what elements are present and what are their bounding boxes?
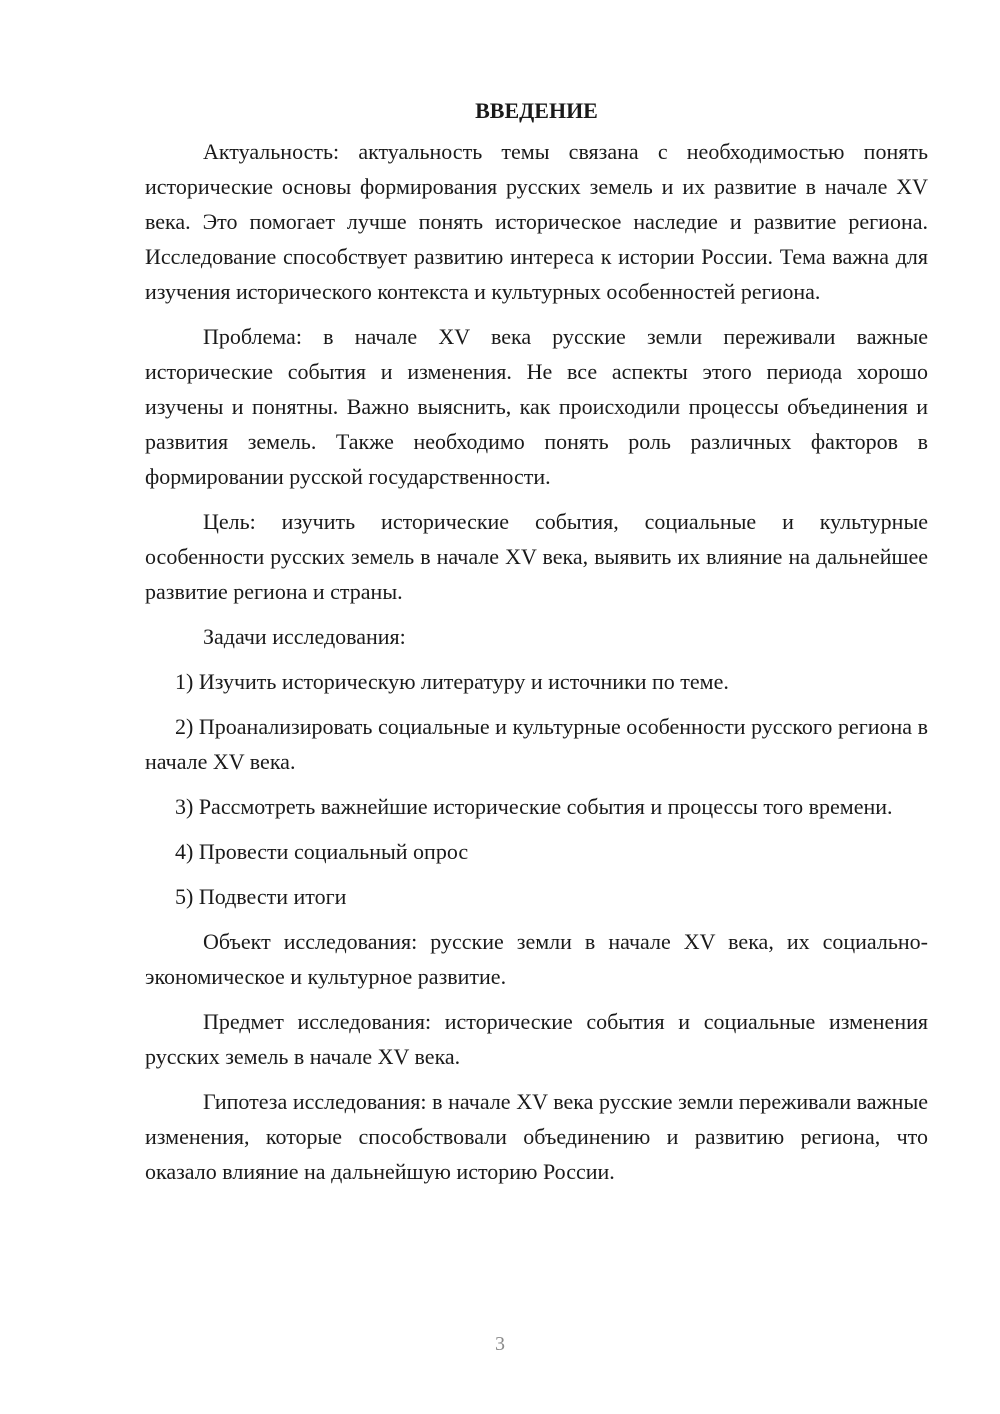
task-item-5: 5) Подвести итоги (175, 884, 347, 909)
tasks-heading: Задачи исследования: (203, 624, 406, 649)
page-content (145, 93, 928, 1199)
relevance-paragraph: Актуальность: актуальность темы связана с необходимостью понять исторические основы формирования русских земель и их развитие в начале XV века. Это помогает лучше понять историческое наследие и развитие региона. Исследование способствует развитию интереса к истории России. Тема важна для изучения исторического контекста и культурных особенностей региона. (145, 139, 928, 304)
section-title: ВВЕДЕНИЕ (475, 98, 598, 123)
page-number: 3 (495, 1333, 505, 1355)
goal-paragraph: Цель: изучить исторические события, социальные и культурные особенности русских земель в начале XV века, выявить их влияние на дальнейшее развитие региона и страны. (145, 509, 928, 604)
object-paragraph: Объект исследования: русские земли в начале XV века, их социально-экономическое и культурное развитие. (145, 929, 928, 989)
task-item-3: 3) Рассмотреть важнейшие исторические события и процессы того времени. (175, 794, 893, 819)
task-item-4: 4) Провести социальный опрос (175, 839, 469, 864)
problem-paragraph: Проблема: в начале XV века русские земли переживали важные исторические события и изменения. Не все аспекты этого периода хорошо изучены и понятны. Важно выяснить, как происходили процессы объединения и развития земель. Также необходимо понять роль различных факторов в формировании русской государственности. (145, 324, 928, 489)
task-item-2: 2) Проанализировать социальные и культурные особенности русского региона в начале XV века. (145, 714, 928, 774)
task-item-1: 1) Изучить историческую литературу и источники по теме. (175, 669, 729, 694)
subject-paragraph: Предмет исследования: исторические события и социальные изменения русских земель в начале XV века. (145, 1009, 928, 1069)
hypothesis-paragraph: Гипотеза исследования: в начале XV века русские земли переживали важные изменения, которые способствовали объединению и развитию региона, что оказало влияние на дальнейшую историю России. (145, 1089, 928, 1184)
